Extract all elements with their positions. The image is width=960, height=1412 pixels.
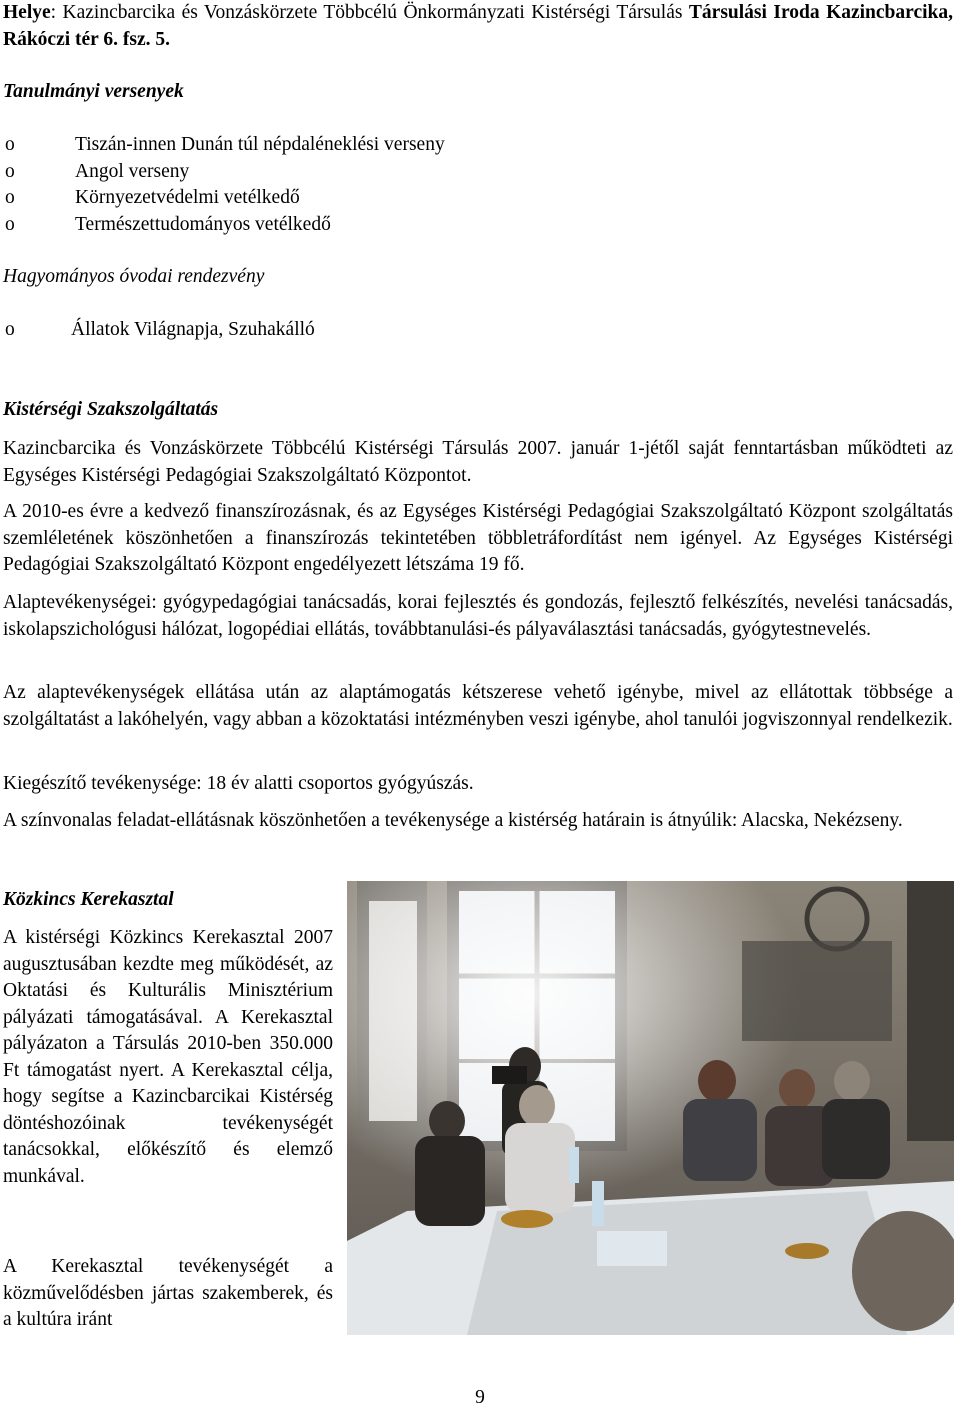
location-text: : Kazincbarcika és Vonzáskörzete Többcélú Önkormányzati Kistérségi Társulás xyxy=(50,2,689,23)
paragraph: Alaptevékenységei: gyógypedagógiai tanácsadás, korai fejlesztés és gondozás, fejlesztő felkészítés, nevelési tanácsadás, iskolapszichológusi hálózat, logopédiai ellátás, továbbtanulási-és pályaválasztási tanácsadás, gyógytestnevelés. xyxy=(3,592,953,640)
paragraph: A 2010-es évre a kedvező finanszírozásnak, és az Egységes Kistérségi Pedagógiai Szakszolgáltató Központ szolgáltatás szemléletének köszönhetően a finanszírozás tekintetében többletráfordítást nem igényel. Az Egységes Kistérségi Pedagógiai Szakszolgáltató Központ engedélyezett létszáma 19 fő. xyxy=(3,501,953,575)
list-item xyxy=(3,159,445,186)
location-paragraph xyxy=(3,0,953,53)
paragraph: Kiegészítő tevékenysége: 18 év alatti csoportos gyógyúszás. xyxy=(3,773,474,794)
list-item-text: Természettudományos vetélkedő xyxy=(75,213,331,235)
list-item xyxy=(3,185,445,212)
list-item-text: Állatok Világnapja, Szuhakálló xyxy=(71,319,315,340)
list-bullet: o xyxy=(5,160,15,182)
ovodai-list xyxy=(3,317,315,344)
list-item-text: Tiszán-innen Dunán túl népdaléneklési verseny xyxy=(75,134,445,155)
meeting-photo-image xyxy=(347,881,954,1335)
paragraph: Kazincbarcika és Vonzáskörzete Többcélú Kistérségi Társulás 2007. január 1-jétől saját fenntartásban működteti az Egységes Kistérségi Pedagógiai Szakszolgáltató Központot. xyxy=(3,438,953,486)
section-title-tanulmanyi: Tanulmányi versenyek xyxy=(3,81,184,102)
location-address: Társulási Iroda Kazincbarcika, Rákóczi tér 6. fsz. 5. xyxy=(3,2,954,50)
tanulmanyi-list xyxy=(3,132,445,238)
list-bullet: o xyxy=(5,213,15,235)
page-number: 9 xyxy=(475,1387,485,1408)
location-label: Helye xyxy=(3,2,51,23)
paragraph: A színvonalas feladat-ellátásnak köszönhetően a tevékenysége a kistérség határain is átnyúlik: Alacska, Nekézseny. xyxy=(3,810,903,831)
list-item-text: Környezetvédelmi vetélkedő xyxy=(75,187,300,208)
list-bullet: o xyxy=(5,187,15,208)
paragraph: Az alaptevékenységek ellátása után az alaptámogatás kétszerese vehető igénybe, mivel az ellátottak többsége a szolgáltatást a lakóhelyén, vagy abban a közoktatási intézményben veszi igénybe, ahol tanulói jogviszonnyal rendelkezik. xyxy=(3,682,953,730)
list-item-text: Angol verseny xyxy=(75,160,190,182)
section-title-ovodai: Hagyományos óvodai rendezvény xyxy=(3,266,265,287)
list-item xyxy=(3,132,445,159)
section-title-kerekasztal: Közkincs Kerekasztal xyxy=(3,889,174,910)
section-title-szakszolgaltatas: Kistérségi Szakszolgáltatás xyxy=(3,399,219,420)
list-item xyxy=(3,212,445,239)
list-bullet: o xyxy=(5,134,15,155)
list-item xyxy=(3,317,315,344)
list-bullet: o xyxy=(5,319,15,340)
paragraph: A Kerekasztal tevékenységét a közművelődésben jártas szakemberek, és a kultúra iránt xyxy=(3,1256,333,1330)
paragraph: A kistérségi Közkincs Kerekasztal 2007 augusztusában kezdte meg működését, az Oktatási és Kulturális Minisztérium pályázati támogatásával. A Kerekasztal pályázaton a Társulás 2010-ben 350.000 Ft támogatást nyert. A Kerekasztal célja, hogy segítse a Kazincbarcikai Kistérség döntéshozóinak tevékenységét tanácsokkal, előkészítő és elemző munkával. xyxy=(3,927,333,1187)
meeting-photo xyxy=(347,881,954,1335)
